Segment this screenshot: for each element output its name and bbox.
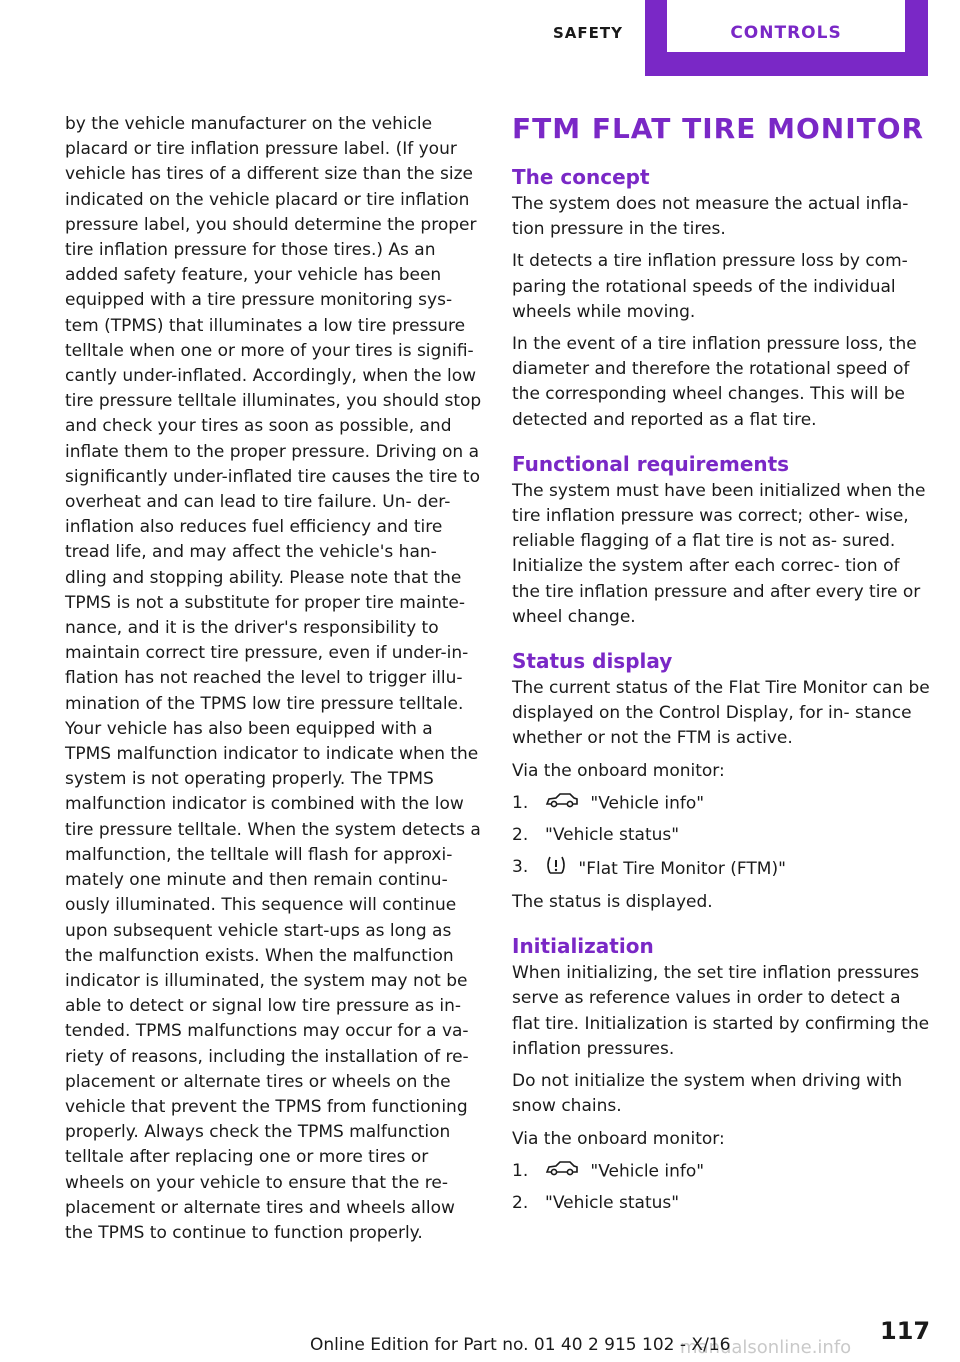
concept-paragraph-2: It detects a tire inflation pressure loss by com‐ paring the rotational speeds of the individual wheels while moving. xyxy=(512,251,908,322)
list-item xyxy=(512,791,932,817)
functional-paragraph-1: The system must have been initialized when the tire inflation pressure was correct; other‐ wise, reliable flagging of a flat tire is not as‐ sured. Initialize the system after each correc‐ tion of the tire inflation pressure and after every tire or wheel change. xyxy=(512,480,926,627)
step-number: 1. xyxy=(512,792,529,813)
step-text: "Vehicle status" xyxy=(545,825,680,846)
functional-heading: Functional requirements xyxy=(512,451,790,476)
list-item xyxy=(512,1191,932,1216)
section-title: FTM FLAT TIRE MONITOR xyxy=(512,112,925,145)
left-column xyxy=(65,112,483,1246)
tab-controls-inner xyxy=(667,0,905,52)
tab-safety[interactable]: SAFETY xyxy=(553,24,623,42)
status-heading: Status display xyxy=(512,649,673,674)
page-header xyxy=(0,0,960,76)
status-steps xyxy=(512,791,932,883)
concept-paragraph-3: In the event of a tire inflation pressure loss, the diameter and therefore the rotational speed of the corresponding wheel changes. This will be detected and reported as a flat tire. xyxy=(512,334,917,430)
status-paragraph-1: The current status of the Flat Tire Monitor can be displayed on the Control Display, for in‐ stance whether or not the FTM is active. xyxy=(512,678,930,749)
step-text: "Flat Tire Monitor (FTM)" xyxy=(578,858,786,879)
tire-warning-icon xyxy=(545,855,567,883)
tpms-paragraph: by the vehicle manufacturer on the vehicle placard or tire inflation pressure label. (If your vehicle has tires of a different size than the size indicated on the vehicle placard or tire inflation pressure label, you should determine the proper tire inflation pressure for those tires.) As an added safety feature, your vehicle has been equipped with a tire pressure monitoring sys‐ tem (TPMS) that illuminates a low tire pressure telltale when one or more of your tires is signifi‐ cantly under-inflated. Accordingly, when the low tire pressure telltale illuminates, you should stop and check your tires as soon as possible, and inflate them to the proper pressure. Driving on a significantly under-inflated tire causes the tire to overheat and can lead to tire failure. Un‐ der-inflation also reduces fuel efficiency and tire tread life, and may affect the vehicle's han‐ dling and stopping ability. Please note that the TPMS is not a substitute for proper tire mainte‐ nance, and it is the driver's responsibility to maintain correct tire pressure, even if under-in‐ flation has not reached the level to trigger illu‐ mination of the TPMS low tire pressure telltale. Your vehicle has also been equipped with a TPMS malfunction indicator to indicate when the system is not operating properly. The TPMS malfunction indicator is combined with the low tire pressure telltale. When the system detects a malfunction, the telltale will flash for approxi‐ mately one minute and then remain continu‐ ously illuminated. This sequence will continue upon subsequent vehicle start-ups as long as the malfunction exists. When the malfunction indicator is illuminated, the system may not be able to detect or signal low tire pressure as in‐ tended. TPMS malfunctions may occur for a va‐ riety of reasons, including the installation of re‐ placement or alternate tires or wheels on the vehicle that prevent the TPMS from functioning properly. Always check the TPMS malfunction telltale after replacing one or more tires or wheels on your vehicle to ensure that the re‐ placement or alternate tires and wheels allow the TPMS to continue to function properly. xyxy=(65,114,482,1243)
edition-text: Online Edition for Part no. 01 40 2 915 102 - X/16 xyxy=(310,1335,731,1355)
step-text: "Vehicle status" xyxy=(545,1193,680,1214)
step-text: "Vehicle info" xyxy=(590,1161,705,1182)
step-number: 2. xyxy=(512,1193,529,1214)
initialization-paragraph-1: When initializing, the set tire inflation pressures serve as reference values in order to detect a flat tire. Initialization is started by confirming the inflation pressures. xyxy=(512,963,930,1059)
car-icon xyxy=(545,1159,579,1184)
tab-controls-label: CONTROLS xyxy=(730,23,842,43)
status-paragraph-3: The status is displayed. xyxy=(512,892,713,913)
car-icon xyxy=(545,791,579,816)
step-text: "Vehicle info" xyxy=(590,793,705,814)
watermark: manualsonline.info xyxy=(680,1337,852,1358)
page-number: 117 xyxy=(880,1317,931,1345)
list-item xyxy=(512,1159,932,1185)
list-item xyxy=(512,855,932,883)
concept-heading: The concept xyxy=(512,165,650,189)
status-paragraph-2: Via the onboard monitor: xyxy=(512,760,725,781)
step-number: 2. xyxy=(512,825,529,846)
tab-controls[interactable] xyxy=(645,0,928,76)
page-footer xyxy=(0,1317,960,1359)
list-item xyxy=(512,823,932,848)
initialization-steps xyxy=(512,1159,932,1217)
right-column xyxy=(512,112,932,1223)
initialization-paragraph-3: Via the onboard monitor: xyxy=(512,1128,725,1149)
step-number: 3. xyxy=(512,856,529,877)
concept-paragraph-1: The system does not measure the actual infla‐ tion pressure in the tires. xyxy=(512,194,909,240)
initialization-heading: Initialization xyxy=(512,934,654,959)
initialization-paragraph-2: Do not initialize the system when driving with snow chains. xyxy=(512,1071,903,1117)
step-number: 1. xyxy=(512,1160,529,1181)
